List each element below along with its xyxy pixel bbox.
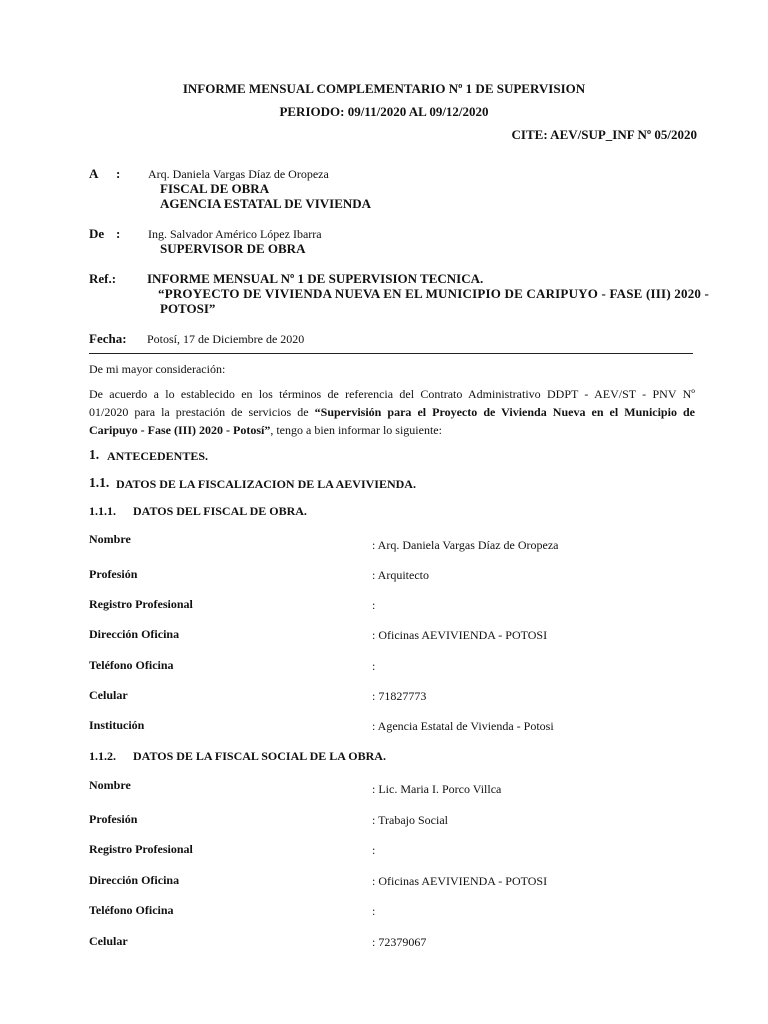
field-value: : Arq. Daniela Vargas Díaz de Oropeza (372, 538, 559, 552)
field-value: : Agencia Estatal de Vivienda - Potosi (372, 719, 554, 733)
field-value: : Arquitecto (372, 568, 429, 582)
addressee-role: FISCAL DE OBRA (160, 181, 270, 196)
field-label: Profesión (89, 567, 138, 581)
section-1-1-2-number: 1.1.2. (89, 749, 116, 763)
intro-line-3-text: , tengo a bien informar lo siguiente: (270, 423, 442, 437)
date-value: Potosí, 17 de Diciembre de 2020 (147, 332, 305, 346)
field-value: : Trabajo Social (372, 813, 449, 827)
reference-line-1: INFORME MENSUAL Nº 1 DE SUPERVISION TECNICA. (147, 271, 484, 286)
field-value: : 72379067 (372, 935, 427, 949)
field-label: Celular (89, 688, 128, 702)
reference-line-3: POTOSI” (160, 301, 216, 316)
field-value: : Oficinas AEVIVIENDA - POTOSI (372, 874, 548, 888)
section-1-1-title: DATOS DE LA FISCALIZACION DE LA AEVIVIENDA. (116, 477, 416, 491)
section-1-title: ANTECEDENTES. (107, 449, 209, 463)
field-value: : (372, 904, 376, 918)
addressee-org: AGENCIA ESTATAL DE VIVIENDA (160, 196, 372, 211)
field-label: Institución (89, 718, 145, 732)
sender-role: SUPERVISOR DE OBRA (160, 241, 306, 256)
section-1-1-number: 1.1. (89, 475, 110, 490)
field-value: : 71827773 (372, 689, 427, 703)
document-period: PERIODO: 09/11/2020 AL 09/12/2020 (279, 104, 489, 119)
date-label: Fecha: (89, 331, 127, 346)
field-label: Teléfono Oficina (89, 903, 174, 917)
field-label: Registro Profesional (89, 597, 193, 611)
intro-line-3-bold: Caripuyo - Fase (III) 2020 - Potosí” (89, 423, 271, 437)
greeting: De mi mayor consideración: (89, 362, 226, 376)
field-label: Teléfono Oficina (89, 658, 174, 672)
addressee-name: Arq. Daniela Vargas Díaz de Oropeza (148, 167, 329, 181)
header-divider (89, 353, 693, 354)
section-1-1-1-number: 1.1.1. (89, 504, 116, 518)
field-value: : Lic. Maria I. Porco Villca (372, 782, 502, 796)
intro-line-2-text: 01/2020 para la prestación de servicios de (89, 405, 315, 419)
field-label: Profesión (89, 812, 138, 826)
document-cite: CITE: AEV/SUP_INF Nº 05/2020 (511, 127, 697, 142)
document-title: INFORME MENSUAL COMPLEMENTARIO Nº 1 DE SUPERVISION (182, 81, 586, 96)
section-1-1-2-title: DATOS DE LA FISCAL SOCIAL DE LA OBRA. (133, 749, 386, 763)
field-label: Nombre (89, 778, 131, 792)
sender-colon: : (116, 226, 121, 241)
field-label: Dirección Oficina (89, 873, 180, 887)
reference-line-2: “PROYECTO DE VIVIENDA NUEVA EN EL MUNICIPIO DE CARIPUYO - FASE (III) 2020 - (158, 286, 710, 301)
field-label: Dirección Oficina (89, 627, 180, 641)
intro-paragraph (89, 385, 695, 439)
field-value: : Oficinas AEVIVIENDA - POTOSI (372, 628, 548, 642)
addressee-colon: : (116, 166, 121, 181)
section-1-1-1-title: DATOS DEL FISCAL DE OBRA. (133, 504, 307, 518)
sender-name: Ing. Salvador Américo López Ibarra (148, 227, 322, 241)
sender-label: De (89, 226, 105, 241)
intro-line-2-bold: “Supervisión para el Proyecto de Vivienda Nueva en el Municipio de (314, 405, 695, 419)
field-label: Celular (89, 934, 128, 948)
field-label: Registro Profesional (89, 842, 193, 856)
field-value: : (372, 843, 376, 857)
intro-line-3 (89, 421, 695, 439)
field-value: : (372, 659, 376, 673)
reference-label: Ref.: (89, 271, 117, 286)
section-1-number: 1. (89, 447, 100, 462)
field-label: Nombre (89, 532, 131, 546)
intro-line-2 (89, 403, 695, 421)
addressee-label: A (89, 166, 99, 181)
field-value: : (372, 598, 376, 612)
intro-line-1: De acuerdo a lo establecido en los términos de referencia del Contrato Administrativo DDPT - AEV/ST - PNV Nº (89, 387, 695, 401)
